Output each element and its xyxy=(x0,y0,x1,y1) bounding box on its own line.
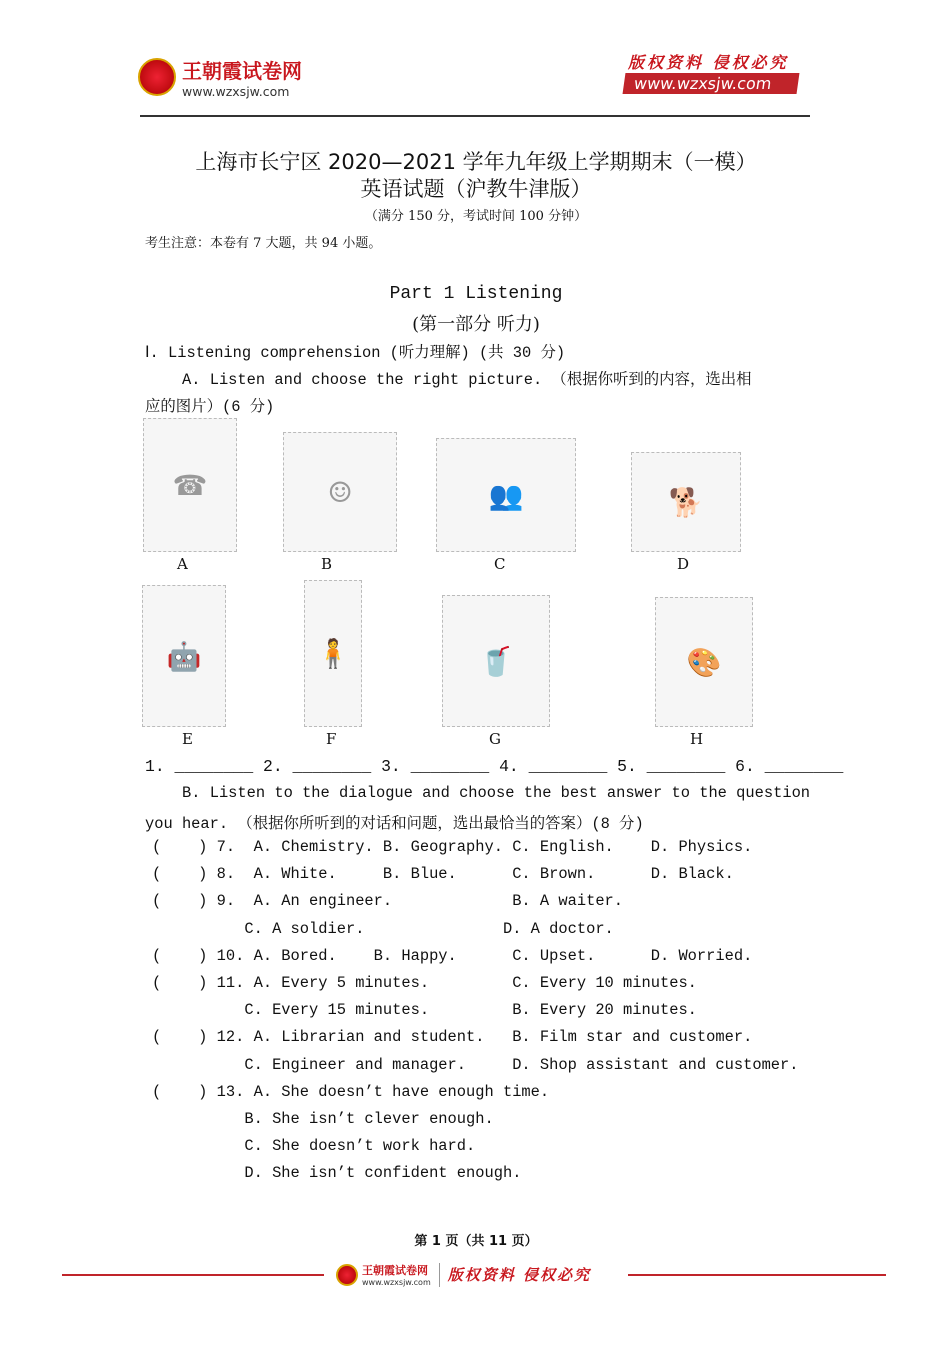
question-row[interactable]: C. She doesn’t work hard. xyxy=(152,1137,476,1156)
picture-label: G xyxy=(489,730,501,748)
exam-info: （满分 150 分，考试时间 100 分钟） xyxy=(364,209,588,224)
section-b-instruction-cont: you hear. （根据你所听到的对话和问题，选出最恰当的答案）(8 分) xyxy=(145,815,644,833)
picture-police-badge: ☎ xyxy=(143,418,237,552)
exam-note: 考生注意：本卷有 7 大题，共 94 小题。 xyxy=(145,236,382,251)
question-list xyxy=(152,838,799,1191)
question-row[interactable]: ( ) 13. A. She doesn’t have enough time. xyxy=(152,1082,550,1101)
question-row[interactable]: C. A soldier. D. A doctor. xyxy=(152,919,614,938)
exam-title: 上海市长宁区 2020—2021 学年九年级上学期期末（一模） xyxy=(195,150,757,174)
picture-boy-standing: 🧍 xyxy=(304,580,362,727)
logo-url: www.wzxsjw.com xyxy=(182,84,290,99)
exam-subtitle: 英语试题（沪教牛津版） xyxy=(360,177,592,201)
question-row[interactable]: ( ) 12. A. Librarian and student. B. Film star and customer. xyxy=(152,1028,753,1047)
picture-label: C xyxy=(494,555,506,573)
question-row[interactable]: B. She isn’t clever enough. xyxy=(152,1109,494,1128)
answer-blanks[interactable]: 1. ________ 2. ________ 3. ________ 4. ________ 5. ________ 6. ________ xyxy=(145,757,844,776)
picture-robot: 🤖 xyxy=(142,585,226,727)
url-banner: www.wzxsjw.com xyxy=(623,73,800,94)
picture-label: F xyxy=(326,730,337,748)
footer-rule-left xyxy=(62,1274,324,1276)
picture-label: B xyxy=(321,555,333,573)
question-row[interactable]: ( ) 9. A. An engineer. B. A waiter. xyxy=(152,892,624,911)
question-row[interactable]: C. Engineer and manager. D. Shop assistant and customer. xyxy=(152,1055,799,1074)
question-row[interactable]: ( ) 10. A. Bored. B. Happy. C. Upset. D. Worried. xyxy=(152,946,753,965)
section-heading: Ⅰ. Listening comprehension (听力理解) (共 30 分) xyxy=(145,344,566,362)
footer-logo-url: www.wzxsjw.com xyxy=(362,1278,431,1287)
question-row[interactable]: ( ) 8. A. White. B. Blue. C. Brown. D. Black. xyxy=(152,865,734,884)
picture-boy-drinking: 🥤 xyxy=(442,595,550,727)
picture-man-dog: 🐕 xyxy=(631,452,741,552)
footer-rule-right xyxy=(628,1274,886,1276)
section-a-instruction: A. Listen and choose the right picture. （根据你听到的内容，选出相 xyxy=(182,371,752,389)
picture-label: H xyxy=(690,730,704,748)
part-title: Part 1 Listening xyxy=(389,284,563,304)
section-b-instruction: B. Listen to the dialogue and choose the best answer to the question xyxy=(182,784,811,802)
footer-copyright: 版权资料 侵权必究 xyxy=(447,1266,591,1284)
picture-people-group: 👥 xyxy=(436,438,576,552)
picture-label: D xyxy=(677,555,690,573)
footer-logo-name: 王朝霞试卷网 xyxy=(362,1264,428,1277)
footer-logo xyxy=(336,1262,591,1287)
logo-name: 王朝霞试卷网 xyxy=(182,59,302,83)
picture-label: A xyxy=(177,555,188,573)
question-row[interactable]: ( ) 7. A. Chemistry. B. Geography. C. English. D. Physics. xyxy=(152,838,753,856)
question-row[interactable]: C. Every 15 minutes. B. Every 20 minutes. xyxy=(152,1001,697,1020)
copyright-notice: 版权资料 侵权必究 xyxy=(628,53,789,72)
question-row[interactable]: D. She isn’t confident enough. xyxy=(152,1164,522,1183)
page-number: 第 1 页（共 11 页） xyxy=(414,1234,538,1249)
header-divider xyxy=(140,115,810,117)
logo-badge-icon xyxy=(138,58,176,96)
section-a-instruction-cont: 应的图片）(6 分) xyxy=(145,398,275,416)
picture-label: E xyxy=(182,730,193,748)
picture-boy-painting: 🎨 xyxy=(655,597,753,727)
logo-badge-icon xyxy=(336,1264,358,1286)
site-logo xyxy=(138,55,302,99)
part-title-cn: (第一部分 听力) xyxy=(412,314,540,335)
picture-boy-emotions: ☺ xyxy=(283,432,397,552)
question-row[interactable]: ( ) 11. A. Every 5 minutes. C. Every 10 minutes. xyxy=(152,973,697,992)
